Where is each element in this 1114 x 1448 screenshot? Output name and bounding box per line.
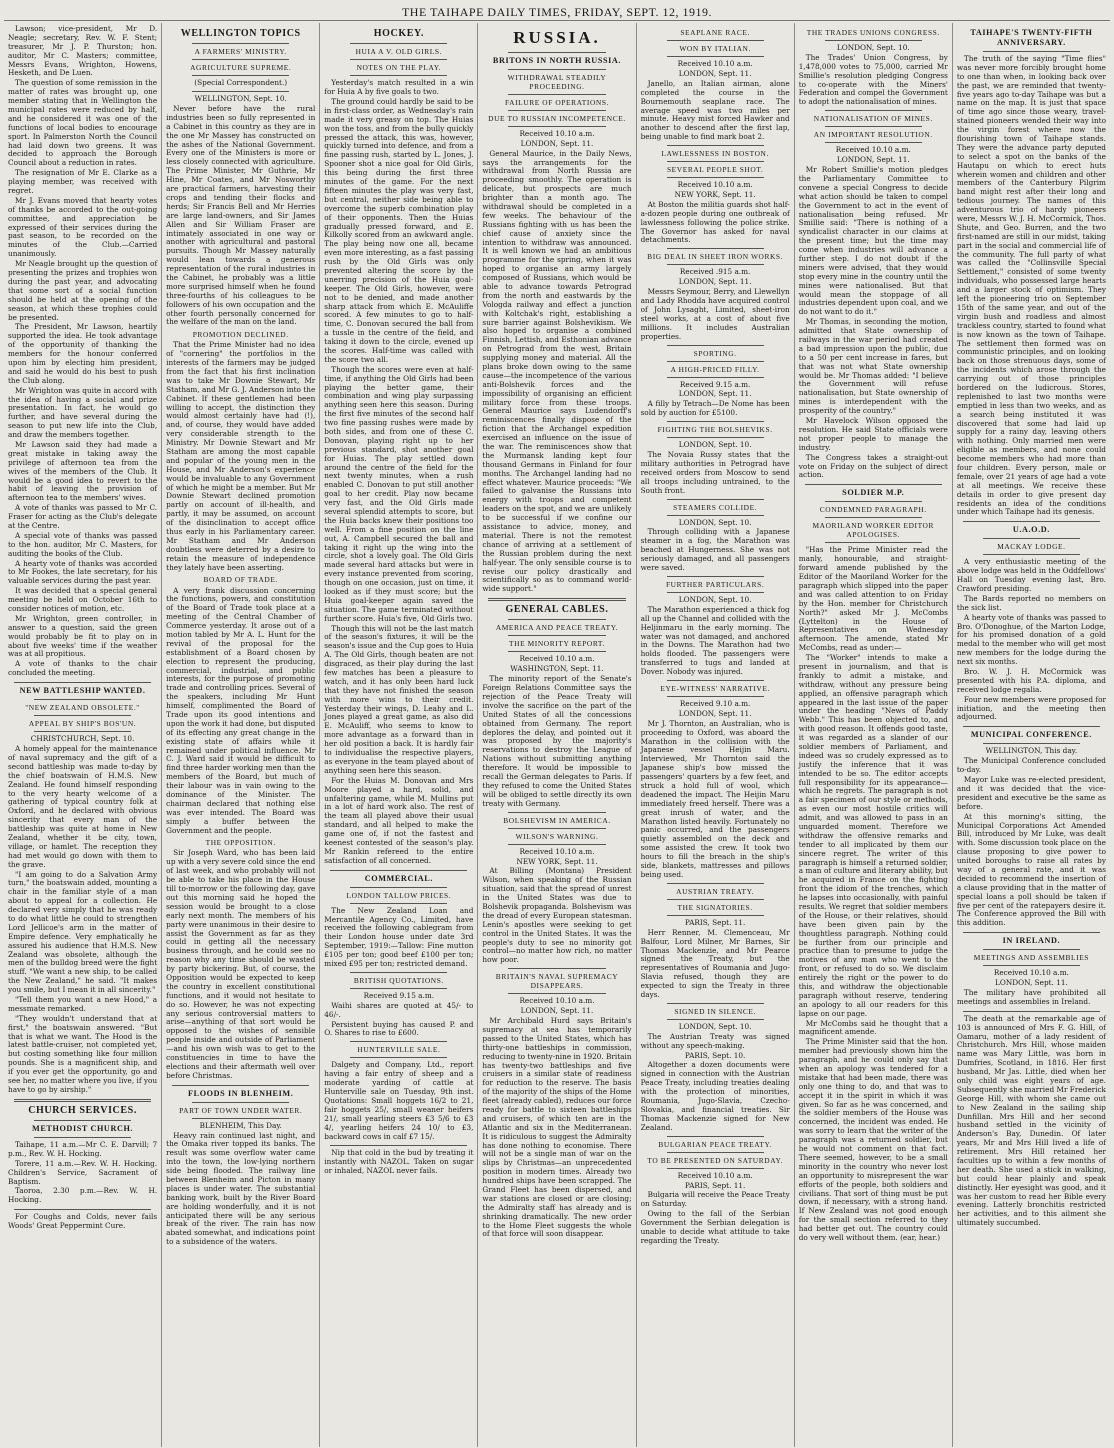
article-paragraph: A vote of thanks to the chair concluded the meeting.	[8, 659, 158, 678]
column-rule	[667, 499, 764, 500]
headline: MAORILAND WORKER EDITOR APOLOGISES.	[812, 521, 935, 540]
article-paragraph: A very frank discussion concerning the functions, powers, and constitution of the Board of Trade took place at a meeting of the Central Chamber of Commerce yesterday. It arose out of a motion tabled by Mr A. L. Hunt for the revival of the proposal for the establishment of a Board chosen by election to represent the producing, commercial, industrial, and public interests, for the purpose of promoting trade and controlling prices. Several of the speakers, including Mr Hunt himself, complimented the Board of Trade upon its good intentions and upon the work it had done, but disputed of its effecting any great change in the existing state of affairs while it remained under political influence. Mr C. J. Ward said it would be difficult to find three harder working men than the members of the Board, but much of their labour was in vain owing to the dominance of the Minister. The chairman declared that nothing else was ever intended. The Board was simply a buffer between the Government and the people.	[166, 585, 316, 835]
article-paragraph: The "Worker" intends to make a present in journalism, and that is frankly to admit a mistake, and withdraw, without any pressure being applied, an offensive paragraph which appeared in the last issue of the paper under the heading "News of Paddy Webb." This has been objected to, and with good reason. It offends good taste, it was regarded as a slander of our soldier members of Parliament, and indeed was so crudely expressed as to justify the inference that it was intended to be so. The editor accepts full responsibility for its appearance—which he regrets. The paragraph is not a fair specimen of our style or methods, as even our most hostile critics will admit, and was allowed to pass in an unguarded moment. Therefore we withdraw the offensive remarks and tender to all implicated by them our sincere regret. The writer of this paragraph is himself a returned soldier, a man of culture and literary ability, but he acquired in France on the fighting front the idiom of the trenches, which he lapses into occasionally, with painful results. We regret that soldier members of the House, or their relatives, should have been given pain by the thoughtless paragraph. Nothing could be further from our principle and practice than to presume to judge the motives of any man who went to the front, or refused to do so. We disclaim entirely the right or the power to do this, and withdraw the objectionable paragraph without reserve, tendering an apology to all our readers for this lapse on our page.	[798, 653, 948, 1018]
dateline: LONDON, Sept. 11.	[678, 389, 752, 399]
article-paragraph: At this morning's sitting, the Municipal Corporations Act Amended Bill, introduced by Mr Luke, was dealt with. Some discussion took place on the clause proposing to give power to united boroughs to raise all rates by way of a general rate, and it was decided to recommend the insertion of a clause providing that in the matter of special loans a poll should be taken if five per cent of the ratepayers desire it. The Conference approved the Bill with this addition.	[956, 811, 1106, 928]
article-paragraph: The truth of the saying "Time flies" was never more forcibly brought home to one than when, in looking back over the past, we are reminded that twenty-five years ago to-day Taihape was but a name on the map. It is just that space of time ago since those weary, travel-stained pioneers wended their way into the virgin forest where now the flourishing town of Taihape stands. They were the advance party deputed to select a spot on the banks of the Hautapu on which to erect huts wherein women and children and other members of the Canterbury Pilgrim band might rest after their long and tedious journey. The names of this adventurous trio of hardy pioneers were, Messrs W. J. H. McCormick, Thos. Shute, and Geo. Burren, and the two first-named are still in our midst, taking part in the social and commercial life of the community. The full party of what was called the "Collinsville Special Settlement," consisted of some twenty individuals, who possessed large hearts and a larger stock of optimism. They left the pioneering trio on September 15th of the same year, and out of the virgin bush and roadless and almost trackless country, started to found what is now known as the town of Taihape. The settlement then formed was on communistic principles, and on looking back on those strenuous days, some of the incidents which arose through the carrying out of those principles bordered on the ludicrous. Stores, replenished to last two months were emptied in less than two weeks, and as a search being instituted it was discovered that some had laid up supply for a rainy day, leaving others with nothing. Only married men were eligible as members, and none could become members who had more than four children. Every person, male or female, over 21 years of age had a vote at all meetings. We receive these details in order to give present day residents an idea of the conditions under which Taihape had its genesis.	[956, 54, 1106, 517]
article-paragraph: Janello, an Italian airman, alone completed the course in the Bournemouth seaplane race. The average speed was two miles per minute. Heavy mist forced Hawker and another to descend after the first lap, being unable to find mark boat 2.	[640, 78, 790, 142]
headline: SIGNED IN SILENCE.	[674, 1006, 756, 1016]
column-rule	[667, 437, 764, 438]
column-rule	[825, 40, 922, 41]
column-rule	[192, 91, 289, 92]
article-paragraph: Mr J. Evans moved that hearty votes of thanks be accorded to the out-going committee, and appreciation be expressed of their services during the past season, to be recorded on the minutes of the Club.—Carried unanimously.	[8, 195, 158, 259]
dateline: WELLINGTON, This day.	[985, 746, 1078, 756]
dateline: PARIS, Sept. 11.	[684, 1180, 746, 1190]
dateline: LONDON, Sept. 10.	[678, 440, 752, 450]
headline: BRITISH QUOTATIONS.	[353, 975, 444, 985]
dateline: Received 9.15 a.m.	[679, 379, 751, 389]
dateline: NEW YORK, Sept. 11.	[516, 856, 598, 866]
dateline: PARIS, Sept. 11.	[684, 917, 746, 927]
article-paragraph: "Tell them you want a new Hood," a messmate remarked.	[8, 995, 158, 1013]
column-rule	[667, 377, 764, 378]
column-rule	[350, 1041, 447, 1042]
headline: SPORTING.	[693, 348, 737, 358]
column-rule	[172, 1085, 309, 1086]
article-paragraph: Lawson; vice-president, Mr D. Neagle; secretary, Rev. W. F. Stent; treasurer, Mr J. P. Thurston; hon. auditor, Mr C. Masters; committee, Messrs Evans, Wrighton, Howens, Hesketh, and De Luen.	[8, 24, 158, 78]
column-rule	[508, 52, 605, 53]
article-paragraph: A hearty vote of thanks was passed to Bro. O'Donoghue, of the Marton Lodge, for his promised donation of a gold medal to the member who will get most new members for the lodge during the next six months.	[956, 612, 1106, 667]
dateline: Received 10.10 a.m.	[677, 180, 753, 190]
column-rule	[508, 94, 605, 95]
dateline: Received 10.10 a.m.	[993, 968, 1069, 978]
headline: SEVERAL PEOPLE SHOT.	[666, 165, 764, 175]
column-rule	[667, 696, 764, 697]
column-rule	[825, 142, 922, 143]
article-paragraph: A vote of thanks was passed to Mr C. Fraser for acting as the Club's delegate at the Centre.	[8, 503, 158, 530]
column-rule	[825, 542, 922, 543]
article-paragraph: Messrs Seymour, Berry, and Llewellyn and Lady Rhodda have acquired control of John Lysaght, Limited, sheet-iron steel works, at a cost of about five millions. It includes Australian properties.	[640, 287, 790, 341]
headline: HOCKEY.	[373, 28, 424, 39]
column-rule	[963, 1011, 1100, 1012]
article-paragraph: Mr J. Thornton, an Australian, who is proceeding to Oxford, was aboard the Marathon in the collision with the Japanese vessel Heijin Maru. Interviewed, Mr Thornton said the Japanese ship's bow missed the passengers' quarters by a few feet, and struck a hold full of wool, which deadened the impact. The Heijin Maru immediately freed herself. There was a great inrush of water, and the Marathon listed heavily. Fortunately no panic occurred, and the passengers quietly assembled on the deck and some assisted the crew. It took two hours to fill the breach in the ship's side, blankets, mattresses and pillows being used.	[640, 718, 790, 879]
article-paragraph: The ground could hardly be said to be in first-class order, as Wednesday's rain made it very greasy on top. The Huias won the toss, and from the bully quickly pressed the attack, this was, however, quickly turned into defence, and from a fine passing rush, started by L. Jones, J. Spooner shot a nice goal for Old Girls, this being during the first three minutes of the game. For the next fifteen minutes the play was very fast, but central, neither side being able to overcome the superb combination play of their opponents. Then the Huias gradually pressed forward, and E. Kilkolly scored from an awkward angle. The play being now one all, became even more interesting, as a fast passing rush by the Old Girls was only prevented altering the score by the unerring precision of the Huia goal-keeper. The Old Girls, however, were not to be denied, and made another sharp attack from which E. McAuliffe scored. A few minutes to go to half-time, C. Donovan secured the ball from a tussle in the centre of the field, and taking it down to the circle, evened up the scores. Half-time was called with the score two all.	[324, 97, 474, 364]
column-rule	[34, 715, 131, 716]
column-rule	[667, 576, 764, 577]
article-paragraph: Four new members were proposed for initiation, and the meeting then adjourned.	[956, 694, 1106, 722]
column-rule	[192, 1118, 289, 1119]
dateline: Received 9.15 a.m.	[363, 990, 435, 1000]
headline: TO BE PRESENTED ON SATURDAY.	[647, 1155, 783, 1165]
column-rule	[34, 731, 131, 732]
column-rule	[350, 988, 447, 989]
dateline: Received 10.10 a.m.	[835, 145, 911, 155]
column-5	[637, 23, 795, 1447]
column-rule	[192, 43, 289, 44]
column-1	[4, 23, 162, 1447]
column-rule	[667, 421, 764, 422]
dateline: Received 10.10 a.m.	[519, 654, 595, 664]
article-paragraph: The death at the remarkable age of 103 is announced of Mrs F. G. Hill, of Oamaru, mother of a lady resident of Christchurch. Mrs Hill, whose maiden name was Mary Little, was born in Dumfries, Scotland, in 1816. Her first husband, Mr Jas. Little, died when her only child was eight years of age. Subsequently she married Mr Frederick George Hill, with whom she came out to New Zealand in the sailing ship Dunfillan. Mrs Hill and her second husband settled in the vicinity of Anderson's Bay, Dunedin. Of later years, Mr and Mrs Hill lived a life of retirement. Mrs Hill retained her faculties up to within a few months of her death. She used a stick in walking, but could hear plainly and speak distinctly. Her eyesight was good, and it was her custom to read her Bible every evening. Latterly bronchitis restricted her activities, and to this ailment she ultimately succumbed.	[956, 1013, 1106, 1228]
column-rule	[825, 517, 922, 518]
column-rule	[508, 651, 605, 652]
dateline: NEW YORK, Sept. 11.	[674, 190, 756, 200]
columns-container	[4, 23, 1110, 1447]
headline: NOTES ON THE PLAY.	[356, 63, 442, 73]
article-paragraph: Though this will not be the last match of the season's fixtures, it will be the season's issue and the Cup goes to Huia A. The Old Girls, though beaten are not disgraced, as their play during the last few matches has been a pleasure to watch, and it has only been hard luck that they have not finished the season with more wins to their credit. Yesterday their wings, D. Leahy and L. Jones played a great game, as also did E. McAuliff, who seems to know to more advantage as a forward than in her old position a back. It is hardly fair to individualise the respective players, as everyone in the team played about of anything seen here this season.	[324, 623, 474, 775]
column-rule	[963, 932, 1100, 933]
column-rule	[350, 887, 447, 888]
dateline: BLENHEIM, This Day.	[199, 1120, 282, 1130]
dateline: LONDON, Sept. 11.	[678, 68, 752, 78]
dateline: LONDON, Sept. 11.	[995, 978, 1068, 988]
article-paragraph: Herr Renner, M. Clemenceau, Mr Balfour, Lord Milner, Mr Barnes, Sir Thomas Mackenzie, and Mr Pearce signed the Treaty, but the representatives of Roumania and Jugo-Slavia refused, though they are expected to sign the Treaty in three days.	[640, 927, 790, 999]
column-rule	[508, 69, 605, 70]
dateline: Received 9.10 a.m.	[679, 698, 751, 708]
headline: THE OPPOSITION.	[205, 838, 276, 848]
column-rule	[983, 554, 1080, 555]
article-paragraph: Through colliding with a Japanese steamer in a fog, the Marathon was beached at Hungerness. She was not seriously damaged, and all passengers were saved.	[640, 527, 790, 573]
column-rule	[805, 484, 942, 485]
column-4	[478, 23, 636, 1447]
article-paragraph: At Boston the militia guards shot half-a-dozen people during one outbreak of lawlessness following the police strike. The Governor has asked for naval detachments.	[640, 199, 790, 245]
headline: GENERAL CABLES.	[505, 604, 609, 616]
column-rule	[825, 126, 922, 127]
headline: NEW BATTLESHIP WANTED.	[19, 686, 146, 696]
headline: LAWLESSNESS IN BOSTON.	[661, 149, 769, 159]
column-rule	[983, 538, 1080, 539]
dateline: LONDON, Sept. 11.	[678, 277, 752, 287]
column-rule	[825, 501, 922, 502]
article-paragraph: The President, Mr Lawson, heartily supported the idea. He took advantage of the opportunity of thanking the members for the honour conferred upon him by electing him president, and said he would do his best to push the Club along.	[8, 322, 158, 385]
column-rule	[508, 110, 605, 111]
column-rule	[667, 361, 764, 362]
article-paragraph: Torere, 11 a.m.—Rev. W. H. Hocking. Children's Service, Sacrament of Baptism.	[8, 1158, 158, 1186]
column-rule	[14, 682, 151, 683]
column-rule	[667, 1136, 764, 1137]
headline: SOLDIER M.P.	[842, 488, 905, 498]
headline: APPEAL BY SHIP'S BOS'UN.	[28, 719, 137, 729]
article-paragraph: Heavy rain continued last night, and the Omaka river topped its banks. The result was some overflow water came into the town, the low-lying northern side being flooded. The railway line between Blenheim and Picton in many places is under water. The substantial banking work, built by the River Board are holding wonderfully, and it is not anticipated there will be any serious break of the river. The rain has now abated somewhat, and indications point to a subsidence of the waters.	[166, 1130, 316, 1247]
column-7	[953, 23, 1110, 1447]
headline: U.A.O.D.	[1012, 525, 1050, 535]
article-paragraph: Altogether a dozen documents were signed in connection with the Austrian Peace Treaty, including treaties dealing with the protection of minorities, Roumania, Jugo-Slavia, Czecho-Slovakia, and financial treaties. Sir Thomas Mackenzie signed for New Zealand.	[640, 1060, 790, 1132]
article-paragraph: The resignation of Mr E. Clarke as a playing member, was received with regret.	[8, 168, 158, 196]
headline: AMERICA AND PEACE TREATY.	[495, 623, 619, 633]
article-paragraph: Sir Joseph Ward, who has been laid up with a very severe cold since the end of last week, and who probably will not be able to take his place in the House till to-morrow or the following day, gave out this morning said he hoped the session would be brought to a close early next month. The members of his party were unanimous in their desire to assist the Government as far as they could in getting all the necessary business through, and he could see no reason why any time should be wasted by party bickering. But, of course, the Opposition would be expected to keep the country in excellent constitutional functions, and it would not hesitate to do so. However, he was not expecting any serious controversial matters to arise—anything of that sort would be opposed to the wishes of sensible people inside and outside of Parliament—and his own wish was to get to the constituencies in time to have the elections and their aftermath well over before Christmas.	[166, 848, 316, 1080]
column-rule	[508, 968, 605, 969]
headline: WITHDRAWAL STEADILY PROCEEDING.	[507, 72, 607, 91]
article-paragraph: The Novaia Russy states that the military authorities in Petrograd have received orders from Moscow to send all troops including untrained, to the South front.	[640, 450, 790, 495]
dateline: PARIS, Sept. 10.	[684, 1050, 746, 1060]
column-rule	[350, 43, 447, 44]
headline: AN IMPORTANT RESOLUTION.	[813, 130, 933, 140]
article-paragraph: Waihi shares are quoted at 45/- to 46/-.	[324, 1000, 474, 1019]
article-paragraph: Mr Thomas, in seconding the motion, admitted that State ownership of railways in the war period had created a bad impression upon the public, due to a 50 per cent increase in fares, but that was not what State ownership would be. Mr Thomas added: "I believe the Government will refuse nationalisation, but State ownership of mines is interdependent with the prosperity of the country."	[798, 317, 948, 416]
headline: MUNICIPAL CONFERENCE.	[970, 730, 1092, 740]
column-rule	[350, 972, 447, 973]
headline: CHURCH SERVICES.	[28, 1104, 137, 1116]
headline: STEAMERS COLLIDE.	[673, 502, 758, 512]
column-rule	[667, 345, 764, 346]
column-rule	[667, 899, 764, 900]
dateline: LONDON, Sept. 10.	[678, 1021, 752, 1031]
headline: A HIGH-PRICED FILLY.	[670, 364, 760, 374]
dateline: Received 10.10 a.m.	[519, 996, 595, 1006]
article-paragraph: Mr Wrighton, green controller, in answer to a question, said the green would probably be fit to play on in about five weeks' time if the weather was at all propitious.	[8, 613, 158, 659]
dateline: LONDON, Sept. 11.	[520, 1006, 594, 1016]
headline: BIG DEAL IN SHEET IRON WORKS.	[647, 252, 784, 262]
headline: METHODIST CHURCH.	[32, 1124, 134, 1133]
article-paragraph: Nip that cold in the bud by treating it instantly with NAZOL. Taken on sugar or inhaled, NAZOL never fails.	[324, 1148, 474, 1176]
headline: BRITONS IN NORTH RUSSIA.	[492, 55, 622, 65]
article-paragraph: Mr Havelock Wilson opposed the resolution. He said State officials were not proper people to manage the industry.	[798, 416, 948, 452]
article-paragraph: Bulgaria will receive the Peace Treaty on Saturday.	[640, 1190, 790, 1209]
headline: BRITAIN'S NAVAL SUPREMACY DISAPPEARS.	[495, 972, 619, 991]
article-paragraph: At Billing (Montana) President Wilson, when speaking of the Russian situation, said that the spread of unrest in the United States was due to Bolshevik propaganda. Bolshevism was the dread of every European statesman. Lenin's apostles were seeking to get control in the United States. It was the people's duty to see no minority got control—no matter how rich, no matter how poor.	[482, 866, 632, 965]
article-paragraph: The Congress takes a straight-out vote on Friday on the subject of direct action.	[798, 452, 948, 480]
column-rule	[667, 40, 764, 41]
article-paragraph: The minority report of the Senate's Foreign Relations Committee says the rejection of the Peace Treaty will involve the sacrifice on the part of the United States of all the concessions obtained from Germany. The report deplores the delay, and pointed out it was proposed by the majority's reservations to destroy the League of Nations without submitting anything therefore. It would be impossible to recall the German delegates to Paris. If they refused to come the United States will be obliged to settle directly its own treaty with Germany.	[482, 674, 632, 808]
headline: MACKAY LODGE.	[997, 542, 1066, 552]
column-rule	[192, 75, 289, 76]
article-paragraph: Owing to the fall of the Serbian Government the Serbian delegation is unable to decide what attitude to take regarding the Treaty.	[640, 1209, 790, 1245]
column-rule	[667, 1019, 764, 1020]
dateline: LONDON, Sept. 11.	[678, 708, 752, 718]
article-paragraph: Taihape, 11 a.m.—Mr C. E. Darvill; 7 p.m., Rev. W. H. Hocking.	[8, 1140, 158, 1158]
dateline: CHRISTCHURCH, Sept. 10.	[30, 734, 135, 744]
headline: HUIA A V. OLD GIRLS.	[355, 47, 443, 57]
column-rule	[350, 59, 447, 60]
column-rule	[508, 619, 605, 620]
column-rule	[508, 993, 605, 994]
column-rule	[667, 177, 764, 178]
column-rule	[667, 1152, 764, 1153]
article-paragraph: Mayor Luke was re-elected president, and it was decided that the vice-president and executive be the same as before.	[956, 775, 1106, 811]
column-rule	[330, 1145, 467, 1146]
article-paragraph: A homely appeal for the maintenance of naval supremacy and the gift of a second battleship was made to-day by the chief boatswain of H.M.S. New Zealand. He found himself responding to the very hearty welcome of a gathering of typical country folk at Oxford, and he declared with obvious sincerity that every man of the battleship was quite at home in New Zealand, whether it be city, town, village, or hamlet. The reception they had met would go down with them to the grave.	[8, 744, 158, 869]
column-rule	[983, 965, 1080, 966]
column-rule	[667, 592, 764, 593]
byline: (Special Correspondent.)	[194, 78, 288, 88]
article-paragraph: Taoroa, 2.30 p.m.—Rev. W. H. Hocking.	[8, 1186, 158, 1205]
headline: FAILURE OF OPERATIONS.	[504, 97, 609, 107]
headline: FIGHTING THE BOLSHEVIKS.	[657, 425, 773, 435]
article-paragraph: Though the scores were even at half-time, if anything the Old Girls had been playing the better game, their combination and wing play surpassing anything seen here this season. During the first five minutes of the second half two fine passing rushes were made by both sides, and from one of these C. Donovan, playing right up to her previous standard, shot another goal for Huias. The play settled down around the centre of the field for the next twenty minutes, when a rush enabled C. Donovan to put still another goal to her credit. Play now became very fast, and the Old Girls made several splendid attempts to score, but the Huia backs knew their positions too well. From a fine position on the line out, A. Campbell secured the ball and taking it right up the wing into the circle, shot a lovely goal. The Old Girls made several hard attacks but were in every instance prevented from scoring, though on one occasion, just on time, it looked as if they must score; but the Huia goal-keeper again saved the situation. The game terminated without further score. Huia's five, Old Girls two.	[324, 364, 474, 623]
column-rule	[34, 1137, 131, 1138]
headline: SEAPLANE RACE.	[680, 28, 750, 37]
article-paragraph: "They wouldn't understand that at first," the boatswain answered. "But that is what we want. The Hood is the latest battle-cruiser, not completed yet, but costing something like four million pounds. She is a magnificent ship, and if you ever get the opportunity, go and see her, no matter where you live, if you have to go by airship."	[8, 1013, 158, 1094]
article-paragraph: A special vote of thanks was passed to the hon. auditor, Mr C. Masters, for auditing the books of the Club.	[8, 530, 158, 558]
column-rule	[825, 110, 922, 111]
column-rule	[508, 812, 605, 813]
headline: THE MINORITY REPORT.	[509, 639, 605, 649]
article-paragraph: Mr Neagle brought up the question of presenting the prizes and trophies won during the past year, and advocating that some sort of a social function should be held at the opening of the season, at which these trophies could be presented.	[8, 259, 158, 322]
column-rule	[192, 1102, 289, 1103]
column-rule	[963, 726, 1100, 727]
headline: AUSTRIAN TREATY.	[676, 886, 755, 896]
dateline: WELLINGTON, Sept. 10.	[194, 94, 287, 104]
article-paragraph: The Prime Minister said that the hon. member had previously shown him the paragraph, and he could only say that when an apology was tendered for a mistake that had been made, there was only one thing to do, and that was to accept it in the spirit in which it was given. So far as he was concerned, and the soldier members of the House was concerned, the incident was ended. He was sorry to learn that the writer of the paragraph was a returned soldier, but he would not comment on that fact. There seemed, however, to be a small minority in the country who never lost an opportunity to misrepresent the war efforts of the people, both soldiers and civilians. That sort of thing must be put down, if necessary, with a strong hand. If New Zealand was not good enough for the small section referred to they had better get out. The country could do very well without them. (ear, hear.)	[798, 1037, 948, 1242]
column-rule	[508, 635, 605, 636]
article-paragraph: Bro. W. J. H. McCormick was presented with his P.A. diploma, and received lodge regalia.	[956, 667, 1106, 694]
article-paragraph: That the Prime Minister had no idea of "cornering" the portfolios in the interests of the farmers may be judged from the fact that his first inclination was to take Mr Downie Stewart, Mr Statham, and Mr G. J. Anderson into the Cabinet. If these gentlemen had been willing to accept, the distinction they would almost certainly have had (!), and, of course, they would have added very considerable strength to the Ministry. Mr Downie Stewart and Mr Statham are among the most capable and popular of the young men in the House, and Mr Anderson's experience would be invaluable to any Government of which he might be a member. But Mr Downie Stewart declined promotion partly on account of ill-health, and partly, it may be assumed, on account of the disinclination to accept office thus early in his Parliamentary career. Mr Statham and Mr Anderson doubtless were deterred by a desire to retain the measure of independence they lately have been asserting.	[166, 340, 316, 572]
dateline: Received 10.10 a.m.	[519, 846, 595, 856]
column-rule	[34, 699, 131, 700]
headline: FURTHER PARTICULARS.	[665, 579, 765, 589]
column-rule	[667, 145, 764, 146]
column-6	[795, 23, 953, 1447]
article-paragraph: The Austrian Treaty was signed without any speech-making.	[640, 1031, 790, 1050]
dateline: Received .915 a.m.	[679, 267, 751, 277]
article-paragraph: The Municipal Conference concluded to-day.	[956, 756, 1106, 775]
headline: WELLINGTON TOPICS	[180, 28, 301, 39]
article-paragraph: Mr McCombs said he thought that a magnificent amende.	[798, 1018, 948, 1037]
column-rule	[667, 883, 764, 884]
column-rule	[667, 1168, 764, 1169]
column-rule	[34, 1120, 131, 1121]
headline: COMMERCIAL.	[364, 873, 433, 883]
headline: FLOODS IN BLENHEIM.	[188, 1088, 294, 1098]
article-paragraph: Never before have the rural industries been so fully represented in a Cabinet in this country as they are in the one Mr Massey has constructed on the ashes of the National Government. Every one of the Ministers is more or less closely connected with agriculture. The Prime Minister, Mr Guthrie, Mr Hine, Mr Coates, and Mr Nosworthy are practical farmers, harvesting their crops and tending their flocks and herds; Sir Francis Bell and Mr Herries are large land-owners, and Sir James Allen and Sir William Fraser are intimately associated in one way or another with agricultural and pastoral pursuits. Though Mr Massey naturally would lean towards a generous representation of the rural industries in the Cabinet, he probably was a little more surprised himself when he found three-fourths of his colleagues to be followers of his own occupation and the other fourth personally concerned for the welfare of the man on the land.	[166, 104, 316, 327]
article-paragraph: It was decided that a special general meeting be held on October 16th to consider notices of motion, etc.	[8, 586, 158, 613]
column-rule	[667, 515, 764, 516]
article-paragraph: A filly by Tetrach—De Nome has been sold by auction for £5100.	[640, 399, 790, 418]
dateline: Received 10.10 a.m.	[677, 59, 753, 69]
column-rule	[192, 59, 289, 60]
headline: WILSON'S WARNING.	[515, 831, 599, 841]
dateline: LONDON, Sept. 11.	[520, 138, 594, 148]
article-paragraph: "I am going to do a Salvation Army turn," the boatswain added, mounting a chair in the familiar style of a man about to appeal for a collection. He declared very simply that he was ready to do what little he could to strengthen Lord Jellicoe's arm in the matter of Empire defence. Very emphatically he assured his audience that H.M.S. New Zealand was obsolete, although the men of the bulldog breed were the fight stuff. "We want a new ship, to be called the New Zealand," he said. "It makes you smile, but I mean it in all sincerity."	[8, 869, 158, 995]
headline: PROMOTION DECLINED.	[192, 330, 289, 340]
article-paragraph: The Marathon experienced a thick fog all up the Channel and collided with the Heljinmaru in the early morning. The water was not damaged, and anchored in the Downs. The Marathon had two holds flooded. The passengers were transferred to tugs and landed at Dover. Nobody was injured.	[640, 604, 790, 677]
column-rule	[488, 598, 625, 601]
column-rule	[14, 1209, 151, 1210]
headline: HUNTERVILLE SALE.	[357, 1045, 441, 1055]
headline: A FARMERS' MINISTRY.	[194, 47, 287, 57]
column-rule	[350, 1057, 447, 1058]
headline: RUSSIA.	[513, 28, 601, 47]
article-paragraph: The New Zealand Loan and Mercantile Agency Co., Limited, have received the following cablegram from their London house under date 3rd September, 1919:—Tallow: Fine mutton £105 per ton; good beef £100 per ton; mixed £95 per ton; restricted demand.	[324, 905, 474, 968]
column-3	[320, 23, 478, 1447]
column-rule	[983, 743, 1080, 744]
headline: IN IRELAND.	[1002, 936, 1061, 946]
article-paragraph: Mr Wrighton was quite in accord with the idea of having a social and prize presentation. In fact, he would go further, and have several during the season to put new life into the Club, and draw the members together.	[8, 385, 158, 440]
column-rule	[508, 126, 605, 127]
article-paragraph: Persistent buying has caused P. and O. Shares to rise to £600.	[324, 1019, 474, 1038]
headline: THE TRADES UNIONS CONGRESS.	[806, 28, 940, 37]
headline: AGRICULTURE SUPREME.	[190, 63, 292, 73]
column-rule	[508, 828, 605, 829]
column-rule	[667, 1003, 764, 1004]
article-paragraph: A hearty vote of thanks was accorded to Mr Fookes, the late secretary, for his valuable services during the past year.	[8, 558, 158, 586]
column-rule	[667, 680, 764, 681]
headline: NATIONALISATION OF MINES.	[813, 114, 933, 124]
headline: MEETINGS AND ASSEMBLIES	[973, 953, 1090, 963]
column-2	[162, 23, 320, 1447]
dateline: LONDON, Sept. 11.	[836, 155, 910, 165]
dateline: WASHINGTON, Sept. 11.	[510, 664, 604, 674]
article-paragraph: "Has the Prime Minister read the manly, honourable, and straight-forward amende published by the Editor of the Maoriland Worker for the paragraph which slipped into the paper and was called attention to on Friday by the Hon. member for Christchurch North?" asked Mr J. McCombs (Lyttelton) in the House of Representatives on Wednesday afternoon. The amende, stated Mr McCombs, read as under:—	[798, 545, 948, 653]
article-paragraph: The military have prohibited all meetings and assemblies in Ireland.	[956, 988, 1106, 1006]
article-paragraph: For the Huias M. Donovan and Mrs Moore played a hard, solid, and unfaltering game, while M. Mullins put in a lot of hard work also. The rest of the team all played above their usual standard, and all helped to make the game one of, if not the fastest and keenest contested of the season's play. Mr Rankin refereed to the entire satisfaction of all concerned.	[324, 775, 474, 865]
dateline: LONDON, Sept. 10.	[678, 517, 752, 527]
column-rule	[508, 844, 605, 845]
article-paragraph: Mr Robert Smillie's motion pledges the Parliamentary Committee to convene a special Congress to decide what action should be taken to compel the Government to act in the event of nationalisation being refused. Mr Smillie said: "There is nothing of a syndicalist character in our claims at the present time; but the time may come when industries will advance a further step. I do not doubt if the miners were advised, that they would stop every mine in the country until the mines were nationalised. But that would mean the stoppage of all industries dependent upon coal, and we do not want to do it."	[798, 165, 948, 317]
column-rule	[667, 161, 764, 162]
headline: CONDEMNED PARAGRAPH.	[819, 505, 927, 515]
headline: BOARD OF TRADE.	[203, 575, 278, 585]
headline: BULGARIAN PEACE TREATY.	[658, 1139, 772, 1149]
article-paragraph: General Maurice, in the Daily News, says the arrangements for the withdrawal from North Russia are proceeding smoothly. The operation is delicate, but prospects are much brighter than a month ago. The withdrawal should be completed in a few weeks. The behaviour of the Russians fighting with us has been the chief cause of anxiety since the intention to withdraw was announced. It is well known we had an ambitious programme for the spring, when it was hoped to organise an army largely composed of Russians, which would be able to advance towards Petrograd from the north and eastwards by the Vologda railway and effect a junction with Koltchak's right, establishing a sure barrier against Bolshevikism. We also hoped to organise a combined Finnish, Lettish, and Esthonian advance on Petrograd from the west, Britain supplying money and material. All the plans broke down owing to the same cause—the incompetence of the various anti-Bolshevik forces and the impossibility of organising an efficient military force from these troops. General Maurice says Ludendorff's reminiscences finally dispose of the fiction that the Archangel expedition exercised an influence on the issue of the war. The reminiscences show that the Murmansk landing kept four thousand Germans in Finland for four months. The Archangel landing had no effect whatever. Maurice proceeds: "We failed to galvanise the Russians into energy with troops and competent leaders on the spot, and we are unlikely to be successful if we confine our assistance to advice, money, and material. There is not the remotest chance of arriving at a settlement of the Russian problem during the next half-year. The only sensible course is to revise our policy drastically and scientifically so as to command world-wide support."	[482, 148, 632, 594]
dateline: LONDON, Sept. 10.	[678, 594, 752, 604]
dateline: Received 10.10 a.m.	[519, 128, 595, 138]
column-rule	[350, 75, 447, 76]
headline: THE SIGNATORIES.	[677, 902, 753, 912]
column-rule	[667, 915, 764, 916]
article-paragraph: The Bards reported no members on the sick list.	[956, 593, 1106, 612]
column-rule	[330, 870, 467, 871]
headline: PART OF TOWN UNDER WATER.	[179, 1105, 303, 1115]
column-rule	[667, 264, 764, 265]
dateline: Received 10.10 a.m.	[677, 1170, 753, 1180]
article-paragraph: For Coughs and Colds, never fails Woods' Great Peppermint Cure.	[8, 1212, 158, 1231]
headline: DUE TO RUSSIAN INCOMPETENCE.	[488, 113, 626, 123]
headline: BOLSHEVISM IN AMERICA.	[503, 815, 611, 825]
column-rule	[963, 521, 1100, 522]
column-rule	[14, 1099, 151, 1102]
column-rule	[667, 56, 764, 57]
article-paragraph: Yesterday's match resulted in a win for Huia A by five goals to two.	[324, 78, 474, 97]
column-rule	[667, 248, 764, 249]
column-rule	[350, 903, 447, 904]
article-paragraph: Mr Lawson said they had made a great mistake in taking away the privilege of afternoon tea from the wives of the members of the Club. It would be a good idea to revert to the habit of leaving the provision of afternoon tea to the members' wives.	[8, 439, 158, 503]
column-rule	[983, 949, 1080, 950]
headline: TAIHAPE'S TWENTY-FIFTH ANNIVERSARY.	[970, 28, 1093, 47]
headline: LONDON TALLOW PRICES.	[346, 890, 452, 900]
headline: "NEW ZEALAND OBSOLETE."	[25, 703, 140, 713]
headline: EYE-WITNESS' NARRATIVE.	[660, 683, 770, 693]
article-paragraph: The Trades' Union Congress, by 1,478,000 votes to 75,000, carried Mr Smillie's resolution pledging Congress to co-operate with the Miners' Federation and compel the Government to adopt the nationalisation of mines.	[798, 52, 948, 107]
article-paragraph: Dalgety and Company, Ltd., report having a fair entry of sheep and a moderate yarding of cattle at Hunterville sale on Tuesday, 9th inst. Quotations: Small hoggets 16/2 to 21, fair hoggets 25/, small weaner heifers 21/, small yearling steers £3 5/6 to £3 4/, yearling heifers 24 10/ to £3, backward cows in calf £7 15/.	[324, 1060, 474, 1141]
article-paragraph: Mr Archibald Hurd says Britain's supremacy at sea has temporarily passed to the United States, which has thirty-one battleships in commission, reducing to twenty-nine in 1920. Britain has twenty-two battleships and five cruisers in a similar state of readiness for reduction to the reserve. The basis of the majority of the ships of the Home fleet (already cabled), reduces our force ready for battle to sixteen battleships and cruisers, of which ten are in the Atlantic and six in the Mediterranean. It is ridiculous to suggest the Admiralty has done nothing to economise. There will not be a single man of war on the slips by Christmas—an unprecedented position in modern times. Already two hundred ships have been scrapped. The Grand Fleet has been dispersed, and war stations are closed or are closing; the Admiralty staff has already and is shrinking dramatically. The new order to the Home Fleet suggests the whole of that force will soon disappear.	[482, 1016, 632, 1239]
column-rule	[983, 51, 1080, 52]
headline: WON BY ITALIAN.	[679, 44, 751, 54]
article-paragraph: The question of some remission in the matter of rates was brought up, one member stating that in Wellington the municipal rates were reduced by half, and he considered it was one of the functions of local bodies to encourage sport. In Palmerston North the Council had laid down two greens. It was decided to approach the Borough Council about a reduction in rates.	[8, 78, 158, 168]
dateline: LONDON, Sept. 10.	[836, 43, 910, 53]
article-paragraph: A very enthusiastic meeting of the above lodge was held in the Oddfellows' Hall on Tuesday evening last, Bro. Crawford presiding.	[956, 557, 1106, 594]
masthead: THE TAIHAPE DAILY TIMES, FRIDAY, SEPT. 12, 1919.	[4, 4, 1110, 21]
